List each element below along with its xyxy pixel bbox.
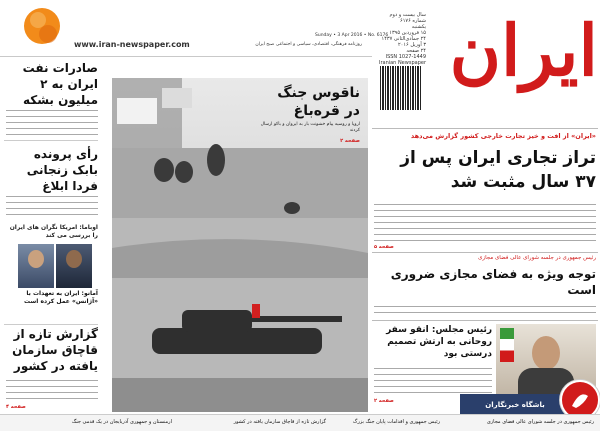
portrait-right bbox=[56, 244, 92, 288]
badge-label: باشگاه خبرنگاران bbox=[485, 401, 545, 409]
story4-body bbox=[6, 378, 98, 402]
divider bbox=[372, 320, 598, 321]
footer-item[interactable]: رئیس جمهوری در جلسه شورای عالی فضای مجازی bbox=[486, 419, 594, 425]
issue-line: ۲۴ جمادی‌الثانی ۱۴۳۷ bbox=[381, 36, 426, 42]
story1-headline[interactable]: صادرات نفت ایران به ۲ میلیون بشکه bbox=[22, 61, 98, 107]
divider bbox=[372, 128, 598, 129]
barcode bbox=[380, 66, 422, 110]
divider bbox=[372, 252, 598, 253]
issue-line: ISSN 1027-1449 bbox=[385, 54, 426, 60]
lead-more[interactable]: صفحه ۵ bbox=[374, 244, 394, 250]
site-url[interactable]: www.iran-newspaper.com bbox=[74, 40, 190, 49]
footer-item[interactable]: گزارش تازه از قاچاق سازمان یافته در کشور bbox=[233, 419, 326, 425]
issue-line: ۲۴ صفحه bbox=[406, 48, 426, 54]
story3-kicker[interactable]: اوباما: امریکا نگران های ایران را بررسی می کند bbox=[9, 224, 98, 239]
story2-headline[interactable]: توجه ویژه به فضای مجازی ضروری است bbox=[390, 267, 596, 297]
lead-headline[interactable]: تراز تجاری ایران پس از ۳۷ سال مثبت شد bbox=[400, 148, 596, 192]
photo-headline[interactable]: ناقوس جنگ در قره‌باغ bbox=[277, 85, 360, 119]
lead-kicker: «ایران» از افت و خیز تجارت خارجی کشور گزارش می‌دهد bbox=[410, 132, 596, 140]
logo: ایران bbox=[449, 9, 598, 92]
masthead-rule bbox=[0, 56, 372, 57]
photo-more[interactable]: صفحه ۲ bbox=[340, 138, 360, 144]
tagline: روزنامه فرهنگی، اقتصادی، سیاسی و اجتماعی صبح ایران bbox=[255, 42, 362, 47]
issue-line: شماره ۶۱۷۶ bbox=[400, 18, 426, 24]
sun-logo-icon bbox=[22, 6, 62, 46]
story4-headline[interactable]: گزارش تازه از قاچاق سازمان یافته در کشور bbox=[12, 327, 98, 373]
story2-kicker: رئیس جمهوری در جلسه شورای عالی فضای مجازی bbox=[478, 255, 596, 261]
left-column bbox=[0, 58, 100, 412]
story3-caption: آمانو: ایران به تعهدات با «آژانس» عمل کرده است bbox=[24, 290, 98, 305]
photo-subtitle: اروپا و روسیه پیام خشونت بار به ایروان و باکو ارسال کردند bbox=[260, 122, 360, 133]
footer-item[interactable]: ارمنستان و جمهوری آذربایجان در یک قدمی جنگ bbox=[71, 419, 172, 425]
story2-body bbox=[374, 304, 596, 318]
story3-body bbox=[374, 366, 492, 394]
portrait-left bbox=[18, 244, 54, 288]
story1-body bbox=[6, 108, 98, 136]
story3-headline[interactable]: رئیس مجلس: انقو سفر روحانی به ارتش تصمیم درستی بود bbox=[386, 325, 492, 359]
issue-line: ۳ آوریل ۲۰۱۶ bbox=[397, 42, 426, 48]
lead-body bbox=[374, 202, 596, 242]
more-link[interactable]: صفحه ۴ bbox=[6, 404, 26, 410]
issue-line: یکشنبه bbox=[411, 24, 426, 30]
story2-body bbox=[6, 194, 98, 216]
divider bbox=[4, 324, 98, 325]
issue-line: ۱۵ فروردین ۱۳۹۵ bbox=[389, 30, 426, 36]
story3-more[interactable]: صفحه ۲ bbox=[374, 398, 394, 404]
story2-headline[interactable]: رأی پرونده بابک زنجانی فردا ابلاغ bbox=[26, 147, 98, 193]
footer-item[interactable]: رئیس جمهوری و اقدامات پایان جنگ بزرگ bbox=[352, 419, 440, 425]
issue-line: سال بیست و دوم bbox=[389, 12, 426, 18]
main-photo bbox=[112, 78, 368, 412]
date-line: Sunday • 3 Apr 2016 • No. 6176 bbox=[315, 33, 389, 38]
footer-bar bbox=[0, 414, 600, 431]
issue-line: Iranian Newspaper bbox=[378, 60, 426, 66]
right-column bbox=[372, 128, 598, 418]
issue-info bbox=[378, 12, 426, 66]
journalists-club-badge[interactable] bbox=[460, 394, 570, 416]
divider bbox=[4, 140, 98, 141]
